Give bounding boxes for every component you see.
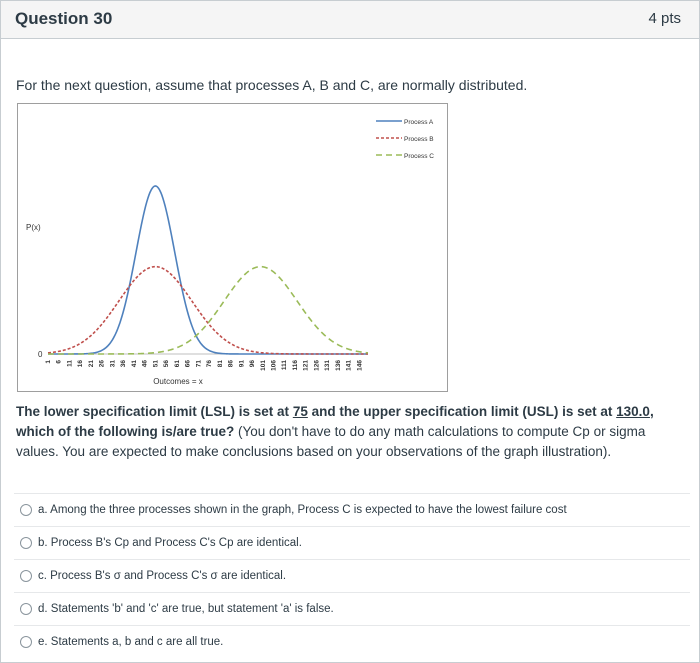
x-tick-label: 126 — [313, 360, 321, 371]
usl-value: 130.0 — [616, 404, 650, 419]
answer-option-e[interactable] — [14, 625, 690, 658]
question-text — [16, 402, 688, 462]
x-tick-label: 26 — [98, 360, 106, 368]
x-tick-label: 6 — [55, 360, 63, 364]
question-part1: The lower specification limit (LSL) is set at — [16, 404, 293, 419]
radio-button[interactable] — [20, 570, 32, 582]
x-tick-label: 76 — [206, 360, 214, 368]
x-tick-label: 146 — [356, 360, 364, 371]
x-tick-label: 121 — [302, 360, 310, 371]
legend-label: Process C — [404, 153, 434, 160]
radio-button[interactable] — [20, 537, 32, 549]
x-tick-label: 51 — [152, 360, 160, 368]
question-header — [1, 1, 699, 39]
series-line-process-b — [48, 267, 368, 354]
radio-button[interactable] — [20, 636, 32, 648]
x-tick-label: 36 — [120, 360, 128, 368]
question-part3: , which of the following is/are true? — [16, 404, 654, 439]
series-line-process-c — [48, 267, 368, 354]
answer-label: a. Among the three processes shown in the graph, Process C is expected to have the lowest failure cost — [38, 504, 567, 516]
answer-option-c[interactable] — [14, 559, 690, 592]
lsl-value: 75 — [292, 404, 308, 419]
question-part2: and the upper specification limit (USL) is set at — [307, 404, 617, 419]
legend-label: Process B — [404, 136, 434, 143]
x-tick-label: 101 — [259, 360, 267, 371]
x-tick-label: 141 — [345, 360, 353, 371]
x-tick-label: 11 — [66, 360, 74, 367]
x-tick-label: 16 — [77, 360, 85, 368]
x-tick-label: 21 — [87, 360, 95, 368]
x-tick-label: 116 — [291, 360, 299, 371]
answer-list — [14, 493, 690, 658]
x-tick-label: 106 — [270, 360, 278, 371]
x-tick-label: 56 — [163, 360, 171, 368]
x-tick-label: 1 — [45, 360, 52, 364]
x-axis-label: Outcomes = x — [153, 377, 203, 386]
x-tick-label: 91 — [238, 360, 246, 368]
x-tick-label: 136 — [334, 360, 342, 371]
distribution-chart — [17, 103, 448, 392]
answer-label: d. Statements 'b' and 'c' are true, but statement 'a' is false. — [38, 603, 334, 615]
answer-option-a[interactable] — [14, 493, 690, 526]
radio-button[interactable] — [20, 603, 32, 615]
x-tick-label: 131 — [324, 360, 332, 371]
y-axis-label: P(x) — [26, 223, 41, 232]
question-title: Question 30 — [15, 9, 113, 28]
x-tick-label: 71 — [195, 360, 203, 368]
answer-label: e. Statements a, b and c are all true. — [38, 636, 224, 648]
distribution-chart-svg — [18, 104, 449, 393]
x-tick-label: 81 — [216, 360, 224, 368]
answer-option-d[interactable] — [14, 592, 690, 625]
x-tick-label: 31 — [109, 360, 117, 368]
legend-label: Process A — [404, 119, 434, 126]
x-tick-label: 41 — [130, 360, 138, 368]
x-tick-label: 86 — [227, 360, 235, 368]
x-tick-label: 61 — [173, 360, 181, 368]
answer-label: b. Process B's Cp and Process C's Cp are identical. — [38, 537, 302, 549]
answer-label: c. Process B's σ and Process C's σ are identical. — [38, 570, 287, 582]
x-tick-label: 96 — [249, 360, 257, 368]
question-intro: For the next question, assume that processes A, B and C, are normally distributed. — [16, 77, 528, 93]
x-tick-label: 111 — [281, 360, 289, 371]
question-part4: (You don't have to do any math calculations to compute Cp or sigma values. You are expected to make conclusions based on your observations of the graph illustration). — [16, 424, 646, 459]
x-tick-label: 66 — [184, 360, 192, 368]
x-tick-label: 46 — [141, 360, 149, 368]
y-tick-label: 0 — [38, 350, 43, 359]
question-points: 4 pts — [648, 10, 681, 27]
answer-option-b[interactable] — [14, 526, 690, 559]
radio-button[interactable] — [20, 504, 32, 516]
series-line-process-a — [48, 186, 368, 354]
